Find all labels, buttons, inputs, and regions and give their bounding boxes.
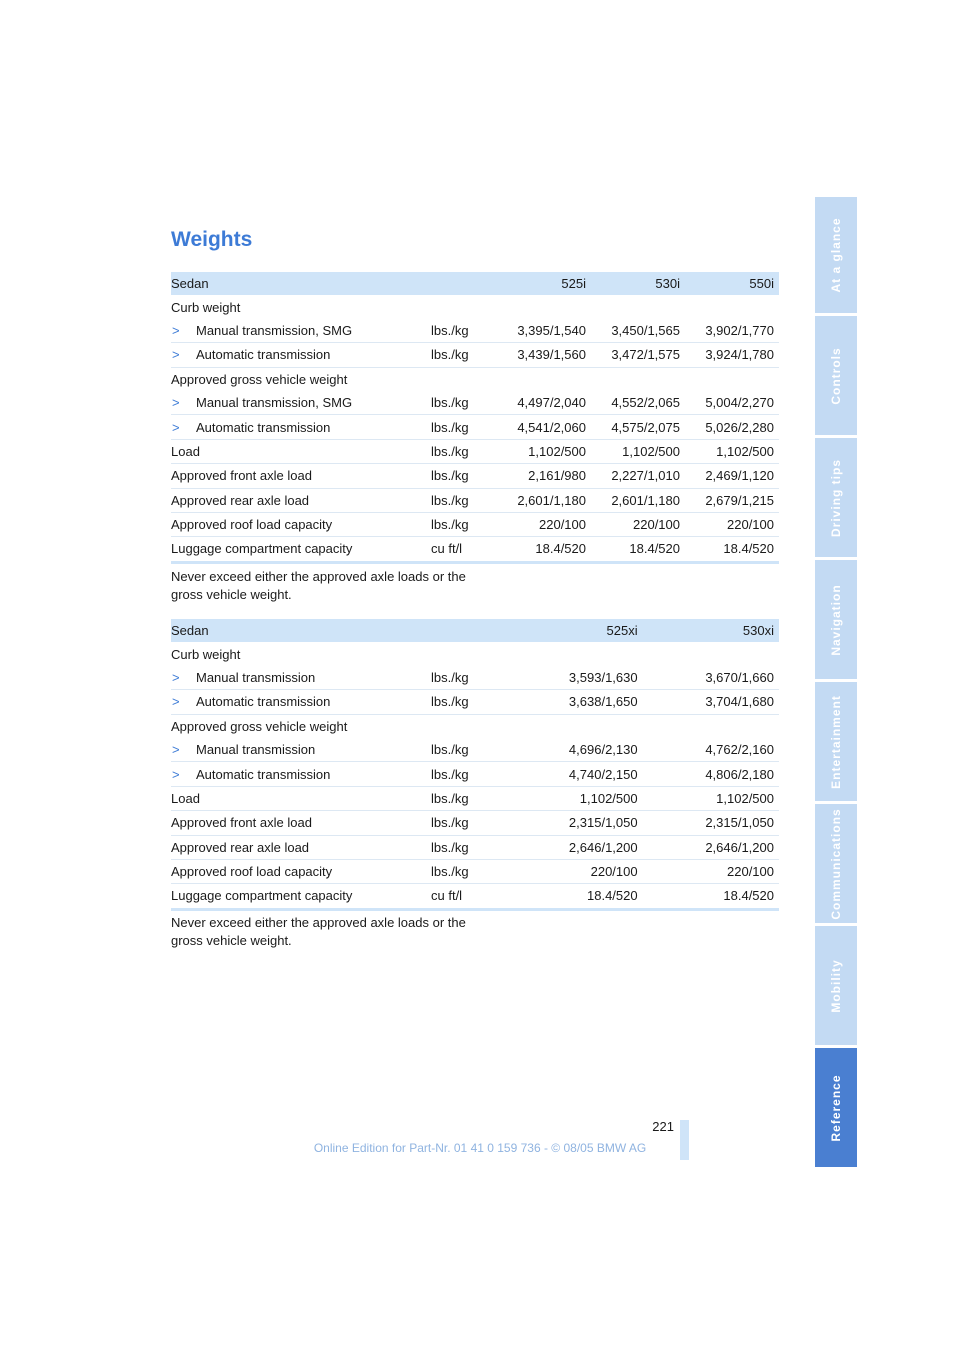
table-row (171, 666, 779, 690)
row-label-cell (171, 762, 427, 786)
sidebar-tab-label: Driving tips (829, 458, 843, 537)
row-label: Automatic transmission (196, 766, 331, 782)
unit-cell (427, 367, 497, 391)
bullet-icon: > (172, 694, 180, 710)
sidebar-tab-label: Entertainment (829, 694, 843, 789)
value-cell (591, 367, 685, 391)
value-cell: 1,102/500 (506, 786, 642, 810)
sidebar-tab-label: At a glance (829, 217, 843, 293)
unit-cell: lbs./kg (427, 690, 497, 714)
value-cell (643, 642, 779, 665)
value-cell: 1,102/500 (591, 439, 685, 463)
header-cell (427, 619, 497, 642)
value-cell: 220/100 (685, 512, 779, 536)
value-cell (497, 811, 506, 835)
value-cell: 3,439/1,560 (497, 343, 591, 367)
unit-cell: lbs./kg (427, 859, 497, 883)
row-label-cell (171, 884, 427, 909)
value-cell (497, 835, 506, 859)
value-cell: 18.4/520 (643, 884, 779, 909)
sidebar-tab-entertainment[interactable] (815, 682, 857, 801)
value-cell: 4,497/2,040 (497, 391, 591, 415)
row-label-cell (171, 319, 427, 343)
header-cell: 525i (497, 272, 591, 295)
table-row (171, 811, 779, 835)
value-cell: 220/100 (506, 859, 642, 883)
value-cell: 3,924/1,780 (685, 343, 779, 367)
weight-note: Never exceed either the approved axle loads or the gross vehicle weight. (171, 569, 466, 602)
table-row (171, 488, 779, 512)
value-cell: 3,395/1,540 (497, 319, 591, 343)
value-cell: 2,679/1,215 (685, 488, 779, 512)
table-row (171, 439, 779, 463)
value-cell (685, 295, 779, 318)
value-cell: 2,161/980 (497, 464, 591, 488)
header-cell: Sedan (171, 272, 427, 295)
weight-note: Never exceed either the approved axle loads or the gross vehicle weight. (171, 915, 466, 948)
value-cell: 2,227/1,010 (591, 464, 685, 488)
unit-cell: lbs./kg (427, 464, 497, 488)
unit-cell (427, 714, 497, 738)
sidebar-tab-communications[interactable] (815, 804, 857, 923)
value-cell: 3,902/1,770 (685, 319, 779, 343)
sidebar-tab-navigation[interactable] (815, 560, 857, 679)
unit-cell (427, 642, 497, 665)
weights-table-sedan (171, 272, 779, 564)
row-label: Luggage compartment capacity (171, 888, 353, 904)
value-cell: 3,593/1,630 (506, 666, 642, 690)
table-row (171, 835, 779, 859)
row-label-cell (171, 391, 427, 415)
header-cell (497, 619, 506, 642)
value-cell (643, 714, 779, 738)
footer (0, 1141, 960, 1155)
row-label-cell (171, 690, 427, 714)
row-label-cell (171, 488, 427, 512)
value-cell: 18.4/520 (591, 537, 685, 562)
value-cell: 2,646/1,200 (506, 835, 642, 859)
row-label: Manual transmission (196, 669, 316, 685)
header-cell: Sedan (171, 619, 427, 642)
value-cell: 4,806/2,180 (643, 762, 779, 786)
table-row (171, 690, 779, 714)
unit-cell (427, 295, 497, 318)
sidebar-tab-label: Reference (829, 1073, 843, 1142)
sidebar-tab-controls[interactable] (815, 316, 857, 435)
value-cell: 4,740/2,150 (506, 762, 642, 786)
value-cell: 4,696/2,130 (506, 738, 642, 762)
value-cell: 5,004/2,270 (685, 391, 779, 415)
row-label-cell (171, 295, 427, 318)
unit-cell: lbs./kg (427, 738, 497, 762)
row-label-cell (171, 811, 427, 835)
value-cell: 4,552/2,065 (591, 391, 685, 415)
sidebar-tab-driving-tips[interactable] (815, 438, 857, 557)
value-cell (506, 642, 642, 665)
value-cell: 1,102/500 (685, 439, 779, 463)
sidebar-tab-label: Navigation (829, 583, 843, 656)
value-cell: 3,704/1,680 (643, 690, 779, 714)
row-label: Manual transmission, SMG (196, 322, 353, 338)
table-row (171, 786, 779, 810)
value-cell: 5,026/2,280 (685, 415, 779, 439)
table-row (171, 537, 779, 562)
weights-table-sedan-xi (171, 619, 779, 911)
value-cell: 3,670/1,660 (643, 666, 779, 690)
unit-cell: cu ft/l (427, 884, 497, 909)
value-cell (497, 786, 506, 810)
row-label: Automatic transmission (196, 694, 331, 710)
value-cell (497, 642, 506, 665)
row-label: Approved gross vehicle weight (171, 371, 348, 387)
header-cell: 550i (685, 272, 779, 295)
row-label: Automatic transmission (196, 419, 331, 435)
value-cell: 3,472/1,575 (591, 343, 685, 367)
row-label: Approved front axle load (171, 468, 312, 484)
header-cell: 525xi (506, 619, 642, 642)
row-label-cell (171, 512, 427, 536)
sidebar-tab-at-a-glance[interactable] (815, 197, 857, 313)
row-label-cell (171, 666, 427, 690)
unit-cell: lbs./kg (427, 811, 497, 835)
value-cell (497, 714, 506, 738)
header-cell: 530xi (643, 619, 779, 642)
row-label-cell (171, 835, 427, 859)
unit-cell: lbs./kg (427, 319, 497, 343)
row-label: Curb weight (171, 299, 241, 315)
value-cell: 18.4/520 (506, 884, 642, 909)
value-cell (685, 367, 779, 391)
value-cell (497, 367, 591, 391)
row-label-cell (171, 642, 427, 665)
table-header-row (171, 272, 779, 295)
table-row (171, 884, 779, 909)
row-label-cell (171, 464, 427, 488)
row-label-cell (171, 415, 427, 439)
unit-cell: lbs./kg (427, 512, 497, 536)
bullet-icon: > (172, 766, 180, 782)
unit-cell: lbs./kg (427, 762, 497, 786)
page-number: 221 (652, 1119, 674, 1134)
bullet-icon: > (172, 669, 180, 685)
row-label: Manual transmission (196, 742, 316, 758)
header-cell: 530i (591, 272, 685, 295)
row-label-cell (171, 343, 427, 367)
row-label-cell (171, 738, 427, 762)
unit-cell: lbs./kg (427, 343, 497, 367)
row-label-cell (171, 786, 427, 810)
sidebar-tab-label: Communications (829, 807, 843, 920)
value-cell: 220/100 (591, 512, 685, 536)
value-cell: 2,469/1,120 (685, 464, 779, 488)
unit-cell: lbs./kg (427, 391, 497, 415)
table-row (171, 464, 779, 488)
table-row (171, 319, 779, 343)
value-cell: 2,315/1,050 (643, 811, 779, 835)
table-row (171, 859, 779, 883)
value-cell: 3,450/1,565 (591, 319, 685, 343)
row-label: Approved roof load capacity (171, 517, 333, 533)
table-row (171, 391, 779, 415)
value-cell: 2,315/1,050 (506, 811, 642, 835)
table-row (171, 642, 779, 665)
unit-cell: cu ft/l (427, 537, 497, 562)
row-label: Approved roof load capacity (171, 864, 333, 880)
unit-cell: lbs./kg (427, 835, 497, 859)
value-cell (497, 690, 506, 714)
value-cell: 2,646/1,200 (643, 835, 779, 859)
bullet-icon: > (172, 742, 180, 758)
value-cell: 4,575/2,075 (591, 415, 685, 439)
chapter-sidebar (815, 197, 857, 1170)
row-label-cell (171, 439, 427, 463)
value-cell: 1,102/500 (497, 439, 591, 463)
value-cell: 18.4/520 (685, 537, 779, 562)
unit-cell: lbs./kg (427, 488, 497, 512)
value-cell (497, 884, 506, 909)
table-header-row (171, 619, 779, 642)
value-cell: 18.4/520 (497, 537, 591, 562)
row-label: Approved gross vehicle weight (171, 718, 348, 734)
row-label: Luggage compartment capacity (171, 541, 353, 557)
value-cell (497, 295, 591, 318)
bullet-icon: > (172, 395, 180, 411)
table-row (171, 415, 779, 439)
row-label-cell (171, 859, 427, 883)
value-cell (506, 714, 642, 738)
bullet-icon: > (172, 347, 180, 363)
footer-text: Online Edition for Part-Nr. 01 41 0 159 736 - © 08/05 BMW AG (313, 1141, 647, 1155)
unit-cell: lbs./kg (427, 786, 497, 810)
row-label: Automatic transmission (196, 347, 331, 363)
table-row (171, 738, 779, 762)
table-row (171, 295, 779, 318)
unit-cell: lbs./kg (427, 415, 497, 439)
row-label: Approved front axle load (171, 815, 312, 831)
table-row (171, 367, 779, 391)
row-label-cell (171, 537, 427, 562)
value-cell (497, 666, 506, 690)
unit-cell: lbs./kg (427, 666, 497, 690)
header-cell (427, 272, 497, 295)
row-label: Approved rear axle load (171, 839, 310, 855)
row-label: Load (171, 790, 200, 806)
row-label-cell (171, 714, 427, 738)
row-label: Approved rear axle load (171, 492, 310, 508)
row-label: Curb weight (171, 646, 241, 662)
value-cell (591, 295, 685, 318)
value-cell: 2,601/1,180 (497, 488, 591, 512)
row-label-cell (171, 367, 427, 391)
sidebar-tab-mobility[interactable] (815, 926, 857, 1045)
row-label: Manual transmission, SMG (196, 395, 353, 411)
value-cell: 220/100 (643, 859, 779, 883)
value-cell: 1,102/500 (643, 786, 779, 810)
unit-cell: lbs./kg (427, 439, 497, 463)
value-cell: 2,601/1,180 (591, 488, 685, 512)
value-cell (497, 859, 506, 883)
value-cell (497, 762, 506, 786)
bullet-icon: > (172, 419, 180, 435)
row-label: Load (171, 443, 200, 459)
value-cell: 220/100 (497, 512, 591, 536)
bullet-icon: > (172, 322, 180, 338)
page-title: Weights (171, 228, 253, 251)
value-cell: 3,638/1,650 (506, 690, 642, 714)
value-cell: 4,541/2,060 (497, 415, 591, 439)
value-cell (497, 738, 506, 762)
table-row (171, 512, 779, 536)
sidebar-tab-label: Mobility (829, 958, 843, 1013)
table-row (171, 343, 779, 367)
table-row (171, 714, 779, 738)
table-row (171, 762, 779, 786)
value-cell: 4,762/2,160 (643, 738, 779, 762)
sidebar-tab-label: Controls (829, 346, 843, 405)
